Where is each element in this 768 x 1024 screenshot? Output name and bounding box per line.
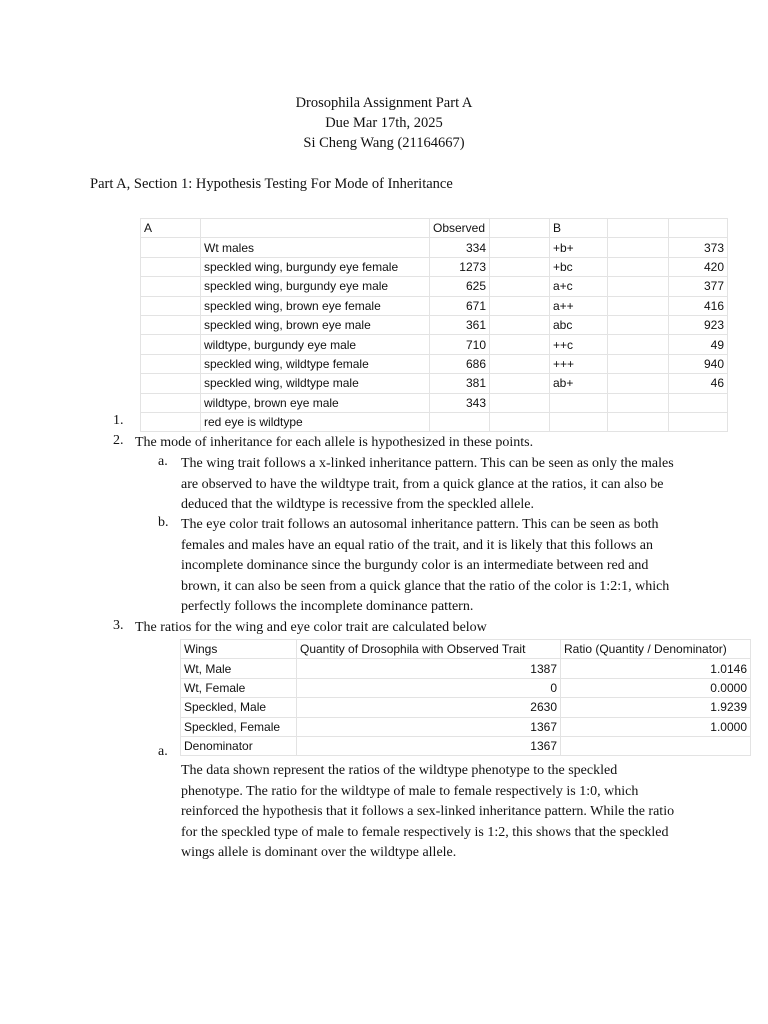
table-row: [141, 296, 728, 315]
table-row: [141, 412, 728, 431]
genotype-label: +b+: [550, 238, 608, 257]
list-item-2a: The wing trait follows a x-linked inheritance pattern. This can be seen as only the males are observed to have the wildtype trait, from a quick glance at the ratios, it can also be deduced that the wildtype is recessive from the speckled allele.: [181, 456, 674, 512]
phenotype-label: speckled wing, burgundy eye female: [201, 257, 430, 276]
table-row: [141, 315, 728, 334]
table-row: [141, 393, 728, 412]
list-item-2b: The eye color trait follows an autosomal inheritance pattern. This can be seen as both females and males have an equal ratio of the trait, and it is likely that this follows an incomplete dominance since the burgundy color is an intermediate between red and brown, it can also be seen from a quick glance that the ratio of the color is 1:2:1, which perfectly follows the incomplete dominance pattern.: [181, 517, 670, 614]
table-row: [141, 354, 728, 373]
wing-label: Speckled, Male: [181, 698, 297, 717]
corner-label-a: A: [141, 219, 201, 238]
doc-due-date: Due Mar 17th, 2025: [325, 115, 443, 131]
genotype-label: ++c: [550, 335, 608, 354]
observed-value: 343: [430, 393, 490, 412]
list-item-3a: The data shown represent the ratios of the wildtype phenotype to the speckled phenotype. The ratio for the wildtype of male to female respectively is 1:0, which reinforced the hypothesis that it follows a sex-linked inheritance pattern. While the ratio for the speckled type of male to female respectively is 1:2, this shows that the speckled wings allele is dominant over the wildtype allele.: [181, 763, 675, 860]
table-row: [181, 698, 751, 717]
table-row: [141, 277, 728, 296]
table-row: [141, 257, 728, 276]
genotype-label: +++: [550, 354, 608, 373]
wing-label: Wt, Male: [181, 659, 297, 678]
column-header: Quantity of Drosophila with Observed Trait: [297, 640, 561, 659]
phenotype-label: speckled wing, burgundy eye male: [201, 277, 430, 296]
list-marker-3: 3.: [113, 618, 124, 633]
observed-header: Observed: [430, 219, 490, 238]
genotype-count: 373: [669, 238, 728, 257]
quantity-value: 1367: [297, 717, 561, 736]
genotype-label: ab+: [550, 374, 608, 393]
phenotype-label: Wt males: [201, 238, 430, 257]
ratio-value: 1.9239: [561, 698, 751, 717]
phenotype-label: red eye is wildtype: [201, 412, 430, 431]
table-row: [181, 678, 751, 697]
observed-value: 710: [430, 335, 490, 354]
list-marker-2: 2.: [113, 433, 124, 448]
wing-ratio-table: [180, 639, 751, 756]
list-marker-1: 1.: [113, 413, 124, 428]
section-title: Part A, Section 1: Hypothesis Testing For Mode of Inheritance: [90, 176, 453, 192]
genotype-label: abc: [550, 315, 608, 334]
genotype-count: 49: [669, 335, 728, 354]
observed-value: [430, 412, 490, 431]
observed-counts-table: [140, 218, 728, 432]
doc-title: Drosophila Assignment Part A: [295, 95, 473, 111]
table-row: [141, 374, 728, 393]
column-header: Wings: [181, 640, 297, 659]
quantity-value: 1367: [297, 736, 561, 755]
genotype-label: a+c: [550, 277, 608, 296]
table-row: [181, 659, 751, 678]
wing-label: Wt, Female: [181, 678, 297, 697]
list-item-3: The ratios for the wing and eye color trait are calculated below: [135, 620, 487, 635]
genotype-count: 416: [669, 296, 728, 315]
phenotype-label: speckled wing, wildtype female: [201, 354, 430, 373]
phenotype-label: speckled wing, brown eye female: [201, 296, 430, 315]
observed-value: 334: [430, 238, 490, 257]
table-row: [141, 219, 728, 238]
phenotype-label: wildtype, brown eye male: [201, 393, 430, 412]
list-item-2: The mode of inheritance for each allele is hypothesized in these points.: [135, 435, 534, 450]
genotype-label: +bc: [550, 257, 608, 276]
genotype-count: 420: [669, 257, 728, 276]
list-marker-2a: a.: [158, 454, 168, 469]
table-header-row: [181, 640, 751, 659]
observed-value: 686: [430, 354, 490, 373]
list-marker-2b: b.: [158, 515, 169, 530]
phenotype-label: wildtype, burgundy eye male: [201, 335, 430, 354]
doc-author: Si Cheng Wang (21164667): [303, 135, 465, 151]
observed-value: 1273: [430, 257, 490, 276]
ratio-value: [561, 736, 751, 755]
genotype-count: 923: [669, 315, 728, 334]
table-row: [181, 736, 751, 755]
column-header: Ratio (Quantity / Denominator): [561, 640, 751, 659]
table-row: [181, 717, 751, 736]
ratio-value: 1.0146: [561, 659, 751, 678]
observed-value: 361: [430, 315, 490, 334]
quantity-value: 2630: [297, 698, 561, 717]
genotype-count: 46: [669, 374, 728, 393]
observed-value: 671: [430, 296, 490, 315]
observed-value: 625: [430, 277, 490, 296]
phenotype-label: speckled wing, brown eye male: [201, 315, 430, 334]
observed-value: 381: [430, 374, 490, 393]
quantity-value: 1387: [297, 659, 561, 678]
document-header: [0, 93, 768, 153]
wing-label: Speckled, Female: [181, 717, 297, 736]
genotype-label: a++: [550, 296, 608, 315]
genotype-count: 940: [669, 354, 728, 373]
ratio-value: 1.0000: [561, 717, 751, 736]
ratio-value: 0.0000: [561, 678, 751, 697]
corner-label-b: B: [550, 219, 608, 238]
quantity-value: 0: [297, 678, 561, 697]
wing-label: Denominator: [181, 736, 297, 755]
table-row: [141, 238, 728, 257]
phenotype-label: speckled wing, wildtype male: [201, 374, 430, 393]
genotype-count: 377: [669, 277, 728, 296]
list-marker-3a: a.: [158, 744, 168, 759]
table-row: [141, 335, 728, 354]
